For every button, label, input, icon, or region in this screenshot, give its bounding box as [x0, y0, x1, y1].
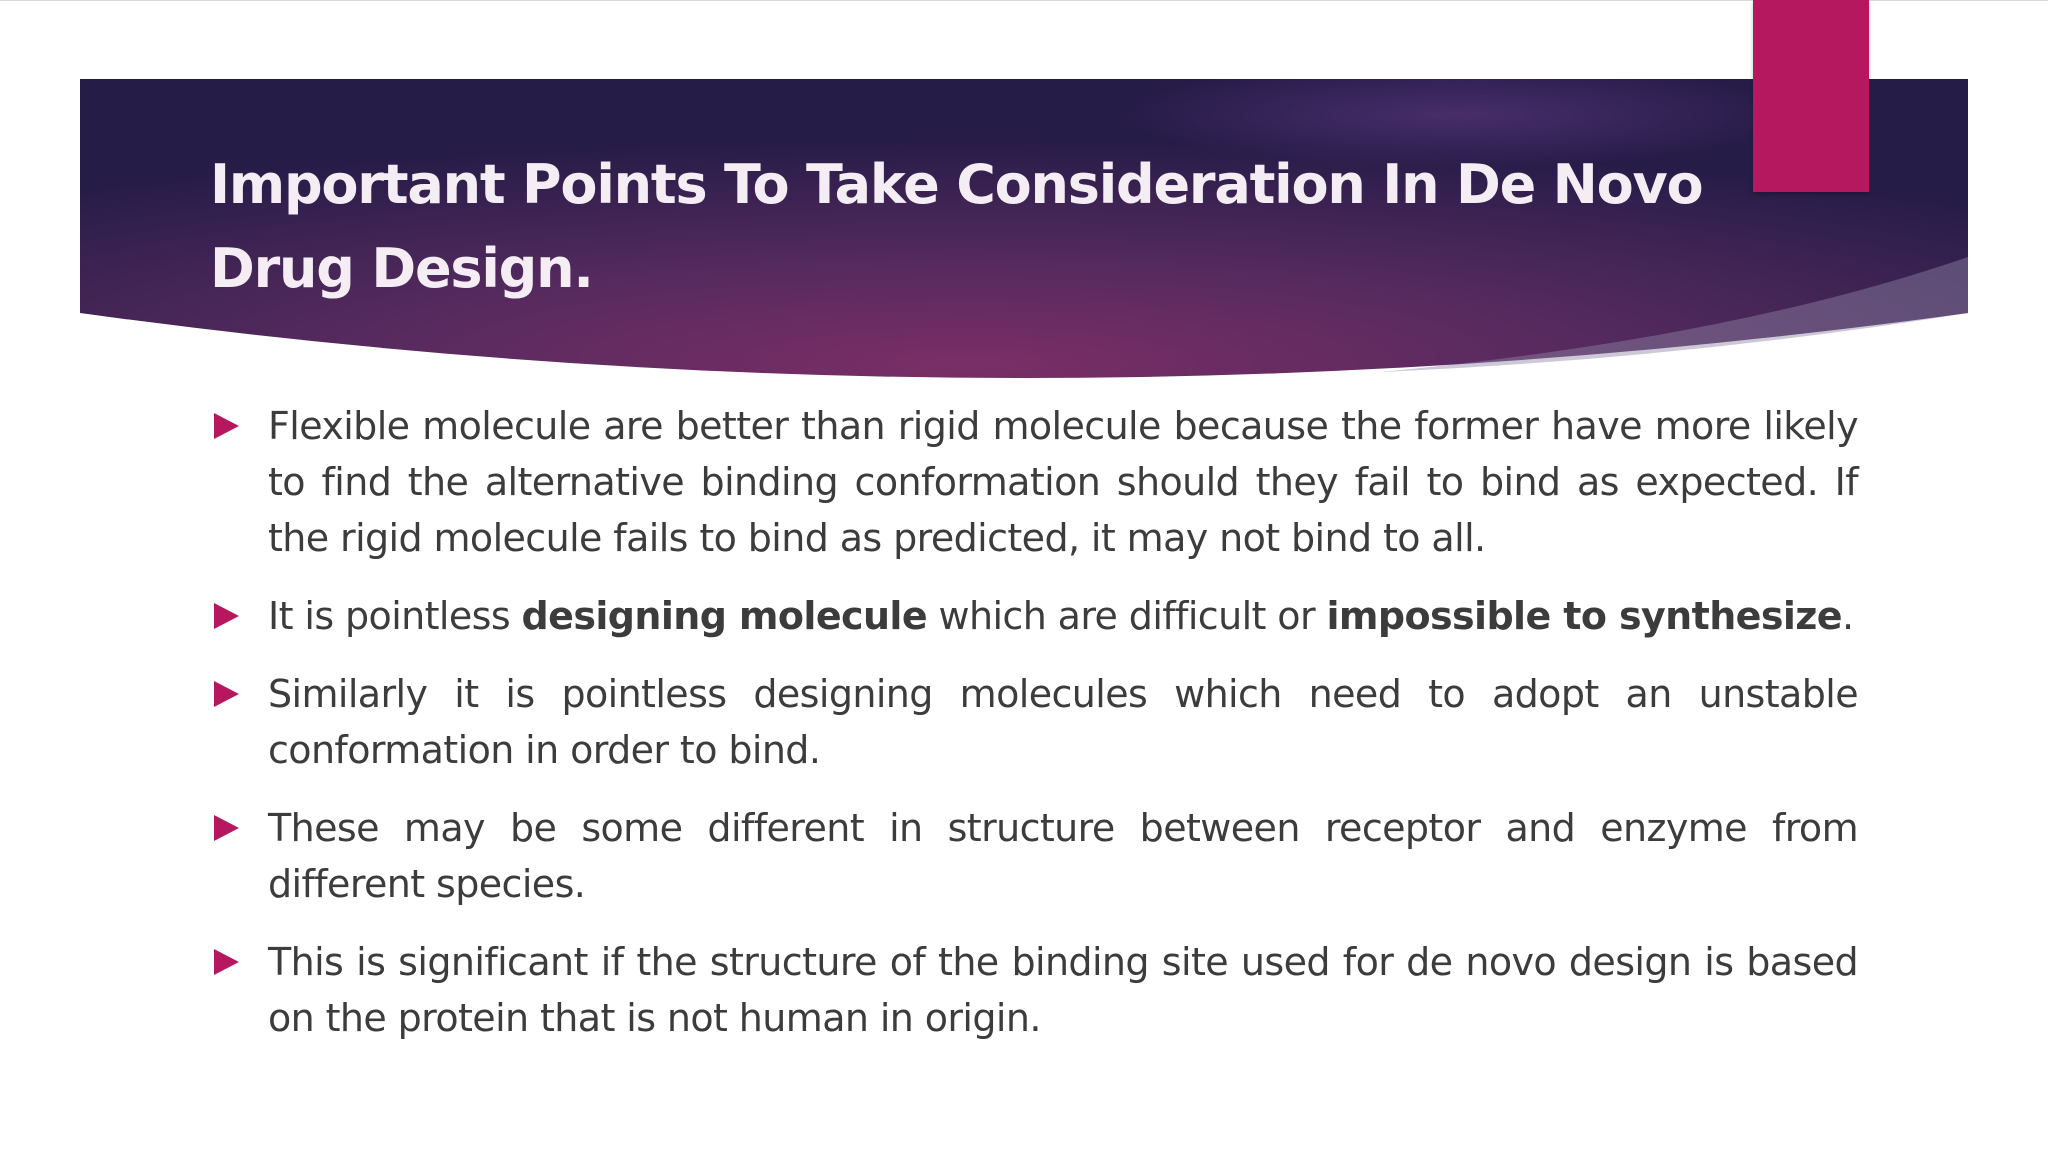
triangle-right-icon [214, 681, 239, 707]
accent-tab [1753, 0, 1869, 192]
bullet-text: Similarly it is pointless designing molecules which need to adopt an unstable conformation in order to bind. [268, 672, 1858, 772]
bullet-item-species-differences [210, 800, 1858, 912]
bullet-text-part: It is pointless [268, 594, 522, 638]
bullet-item-flexible-molecule [210, 398, 1858, 566]
bullet-text: These may be some different in structure between receptor and enzyme from different species. [268, 806, 1858, 906]
bullet-item-pointless-designing [210, 588, 1858, 644]
triangle-right-icon [214, 603, 239, 629]
top-rule [0, 0, 2048, 1]
bullet-text [268, 594, 1853, 638]
bullet-text-part: which are difficult or [927, 594, 1327, 638]
bullet-item-unstable-conformation [210, 666, 1858, 778]
triangle-right-icon [214, 949, 239, 975]
bullet-text: This is significant if the structure of the binding site used for de novo design is based on the protein that is not human in origin. [268, 940, 1858, 1040]
bullet-item-binding-site-origin [210, 934, 1858, 1046]
bullet-bold-text: designing molecule [521, 594, 928, 638]
triangle-right-icon [214, 413, 239, 439]
bullet-list [210, 398, 1858, 1068]
triangle-right-icon [214, 815, 239, 841]
bullet-text-part: . [1841, 594, 1854, 638]
bullet-text: Flexible molecule are better than rigid molecule because the former have more likely to find the alternative binding conformation should they fail to bind as expected. If the rigid molecule fails to bind as predicted, it may not bind to all. [268, 404, 1858, 560]
bullet-bold-text: impossible to synthesize [1326, 594, 1842, 638]
slide-title: Important Points To Take Consideration In De Novo Drug Design. [210, 153, 1703, 300]
